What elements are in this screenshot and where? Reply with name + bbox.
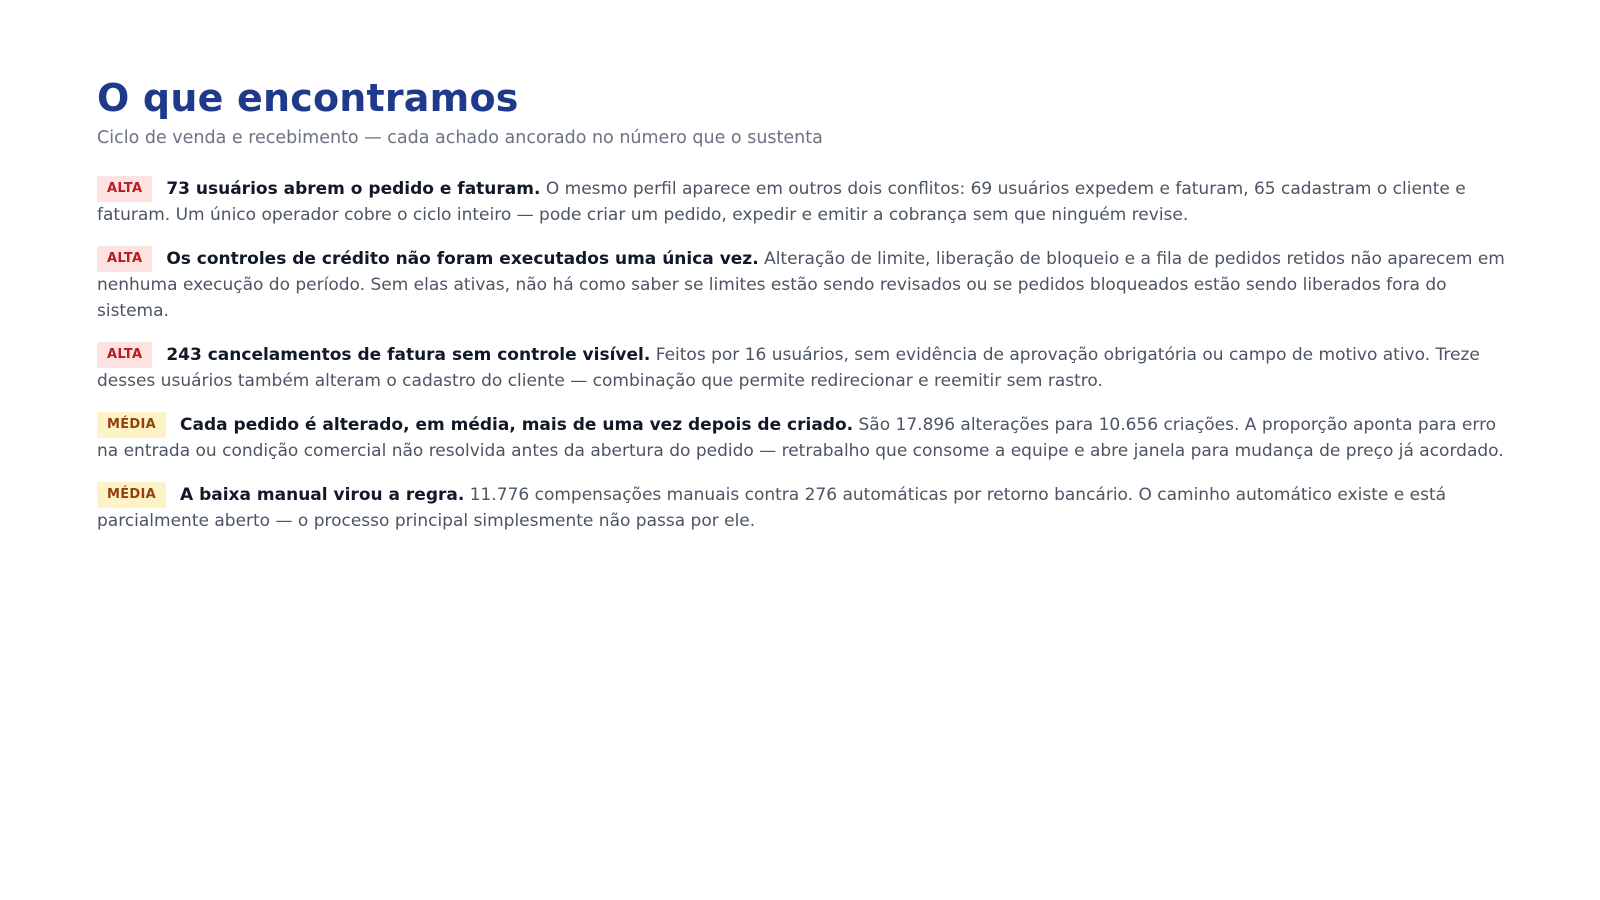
finding-body: Alteração de limite, liberação de bloqueio e a fila de pedidos retidos não aparecem em nenhuma execução do período. Sem elas ativas, não há como saber se limites estão sendo revisados ou se pedidos bloqueados estão sendo liberados fora do sistema. [97, 249, 1505, 321]
severity-badge: ALTA [97, 176, 152, 202]
page-subtitle: Ciclo de venda e recebimento — cada achado ancorado no número que o sustenta [97, 128, 823, 148]
finding-body: São 17.896 alterações para 10.656 criações. A proporção aponta para erro na entrada ou condição comercial não resolvida antes da abertura do pedido — retrabalho que consome a equipe e abre janela para mudança de preço já acordado. [97, 415, 1504, 461]
severity-badge: MÉDIA [97, 482, 166, 508]
finding-item [97, 342, 1507, 394]
finding-item [97, 412, 1507, 464]
finding-item [97, 176, 1507, 228]
finding-item [97, 482, 1507, 534]
severity-badge: ALTA [97, 246, 152, 272]
severity-badge: MÉDIA [97, 412, 166, 438]
finding-headline: 243 cancelamentos de fatura sem controle visível. [166, 345, 651, 365]
finding-headline: Os controles de crédito não foram executados uma única vez. [166, 249, 759, 269]
finding-body: Feitos por 16 usuários, sem evidência de aprovação obrigatória ou campo de motivo ativo. Treze desses usuários também alteram o cadastro do cliente — combinação que permite redirecionar e reemitir sem rastro. [97, 345, 1480, 391]
finding-body: O mesmo perfil aparece em outros dois conflitos: 69 usuários expedem e faturam, 65 cadastram o cliente e faturam. Um único operador cobre o ciclo inteiro — pode criar um pedido, expedir e emitir a cobrança sem que ninguém revise. [97, 179, 1466, 225]
finding-headline: 73 usuários abrem o pedido e faturam. [166, 179, 541, 199]
findings-list [97, 176, 1507, 534]
finding-body: 11.776 compensações manuais contra 276 automáticas por retorno bancário. O caminho automático existe e está parcialmente aberto — o processo principal simplesmente não passa por ele. [97, 485, 1447, 531]
severity-badge: ALTA [97, 342, 152, 368]
page-title: O que encontramos [97, 76, 519, 120]
finding-headline: Cada pedido é alterado, em média, mais de uma vez depois de criado. [180, 415, 854, 435]
finding-item [97, 246, 1507, 324]
finding-headline: A baixa manual virou a regra. [180, 485, 465, 505]
